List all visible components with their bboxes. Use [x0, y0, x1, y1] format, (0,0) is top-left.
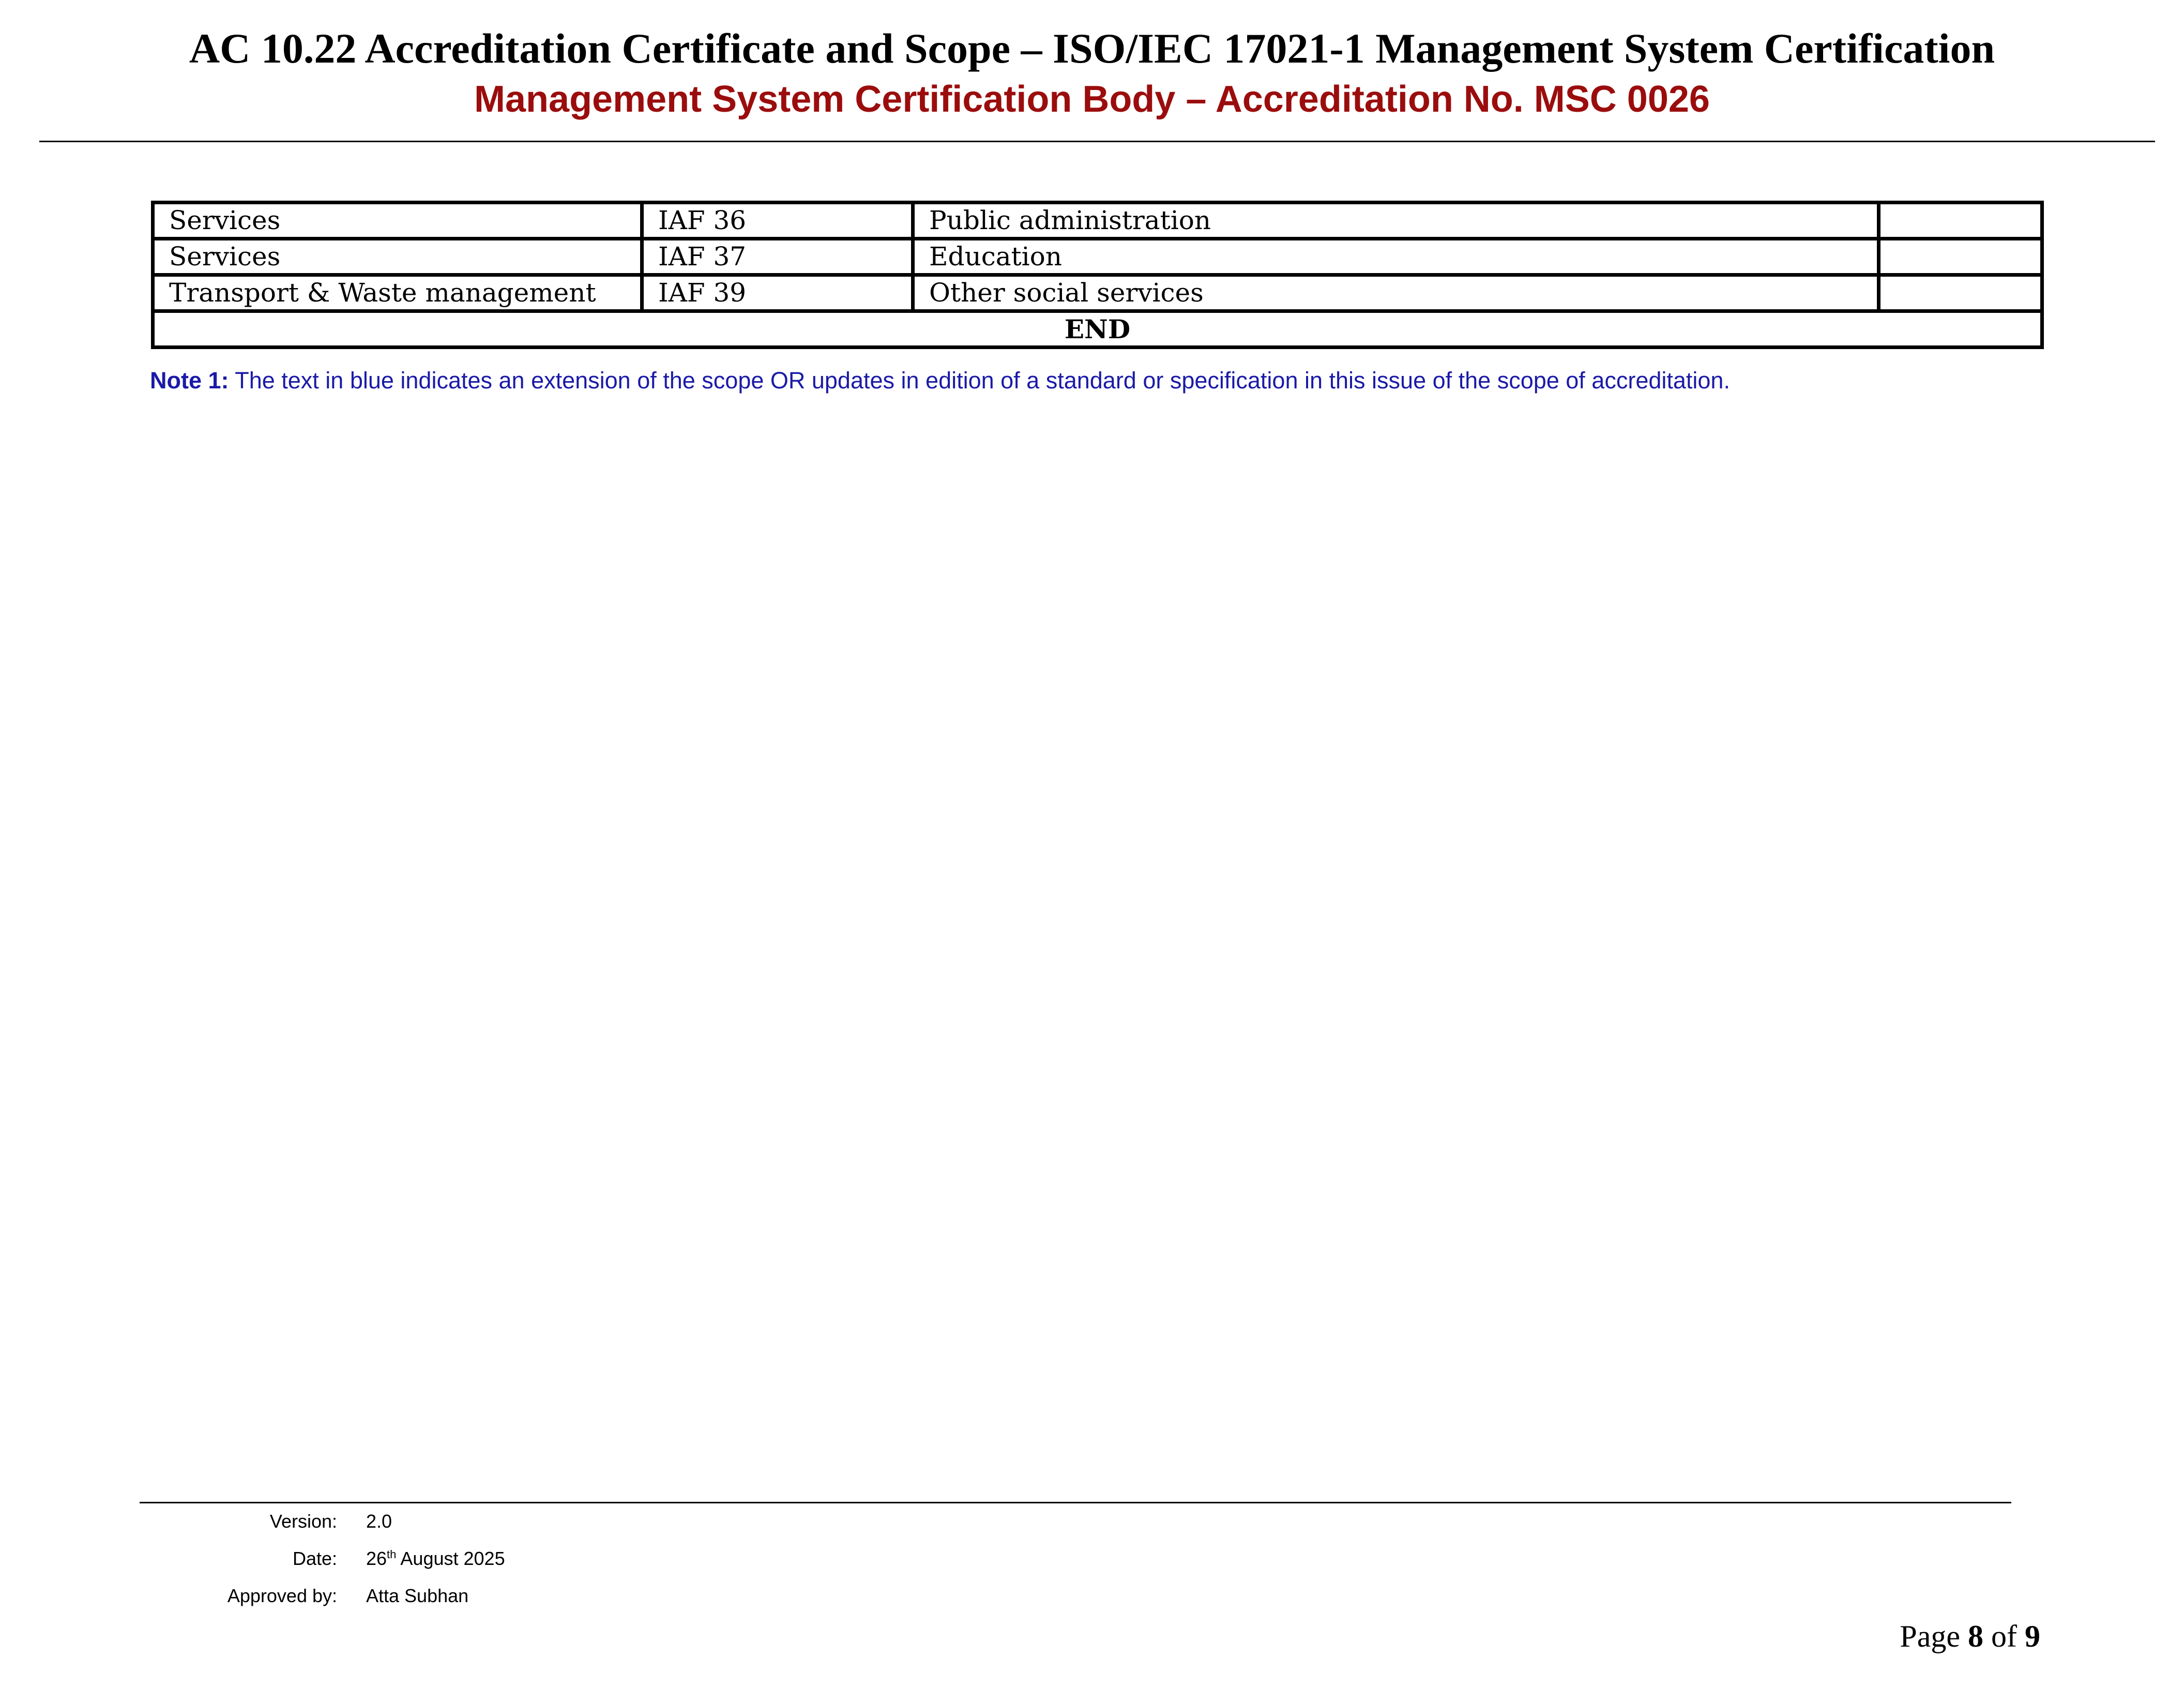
version-value: 2.0 [366, 1511, 392, 1532]
iaf-code-cell: IAF 39 [642, 275, 913, 311]
sector-cell: Services [153, 203, 642, 239]
table-row [153, 203, 2042, 239]
approved-value: Atta Subhan [366, 1585, 469, 1606]
description-cell: Education [913, 239, 1879, 275]
approved-row [176, 1577, 505, 1615]
page-total: 9 [2025, 1619, 2040, 1653]
date-day: 26 [366, 1548, 387, 1569]
document-title: AC 10.22 Accreditation Certificate and Scope – ISO/IEC 17021-1 Management System Certification [189, 25, 1995, 72]
description-cell: Public administration [913, 203, 1879, 239]
date-row [176, 1540, 505, 1577]
table-row [153, 275, 2042, 311]
note [150, 365, 1730, 396]
empty-cell [1879, 239, 2042, 275]
date-ordinal-suffix: th [387, 1548, 397, 1561]
document-header [0, 23, 2184, 124]
document-subtitle: Management System Certification Body – Accreditation No. MSC 0026 [474, 79, 1710, 120]
page-label: Page [1900, 1619, 1961, 1653]
page-number [1900, 1616, 2040, 1657]
end-label: END [153, 311, 2042, 348]
scope-table [151, 201, 2044, 349]
header-divider [39, 141, 2155, 142]
table-row [153, 239, 2042, 275]
version-row [176, 1503, 505, 1540]
table-end-row [153, 311, 2042, 348]
iaf-code-cell: IAF 37 [642, 239, 913, 275]
empty-cell [1879, 275, 2042, 311]
note-text: The text in blue indicates an extension of the scope OR updates in edition of a standard or specification in this issue of the scope of accreditation. [235, 367, 1730, 394]
sector-cell: Transport & Waste management [153, 275, 642, 311]
document-control-block [176, 1503, 505, 1615]
date-value [337, 1540, 505, 1577]
description-cell: Other social services [913, 275, 1879, 311]
date-label: Date: [292, 1548, 337, 1569]
empty-cell [1879, 203, 2042, 239]
date-month-year: August 2025 [400, 1548, 505, 1569]
version-label: Version: [269, 1511, 337, 1532]
page-of: of [1991, 1619, 2017, 1653]
iaf-code-cell: IAF 36 [642, 203, 913, 239]
approved-label: Approved by: [227, 1585, 337, 1606]
page-current: 8 [1968, 1619, 1984, 1653]
note-label: Note 1: [150, 367, 229, 394]
sector-cell: Services [153, 239, 642, 275]
